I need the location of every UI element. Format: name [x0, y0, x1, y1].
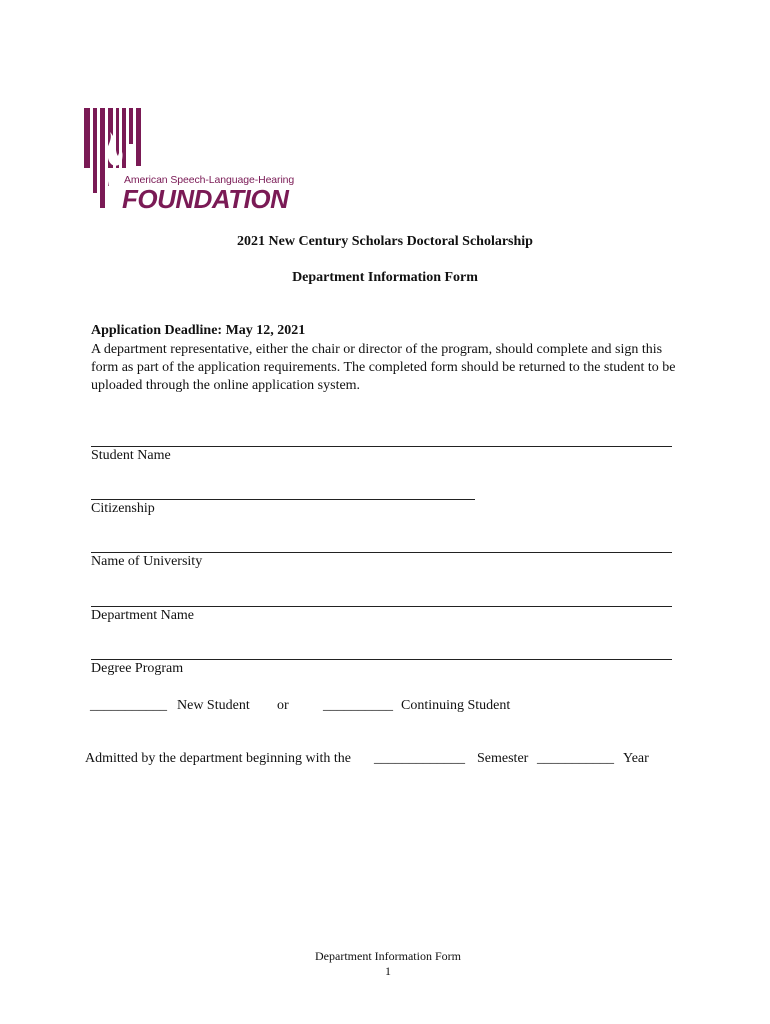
degree-program-field[interactable]: [91, 659, 672, 660]
new-student-blank[interactable]: ___________: [90, 698, 167, 713]
student-name-label: Student Name: [91, 448, 171, 463]
continuing-student-label: Continuing Student: [401, 698, 511, 713]
university-field[interactable]: [91, 552, 672, 553]
footer-form-name: Department Information Form: [315, 949, 461, 963]
instructions-paragraph: A department representative, either the chair or director of the program, should complete and sign this form as part of the application requirements. The completed form should be returned to the student to be uploaded through the online application system.: [91, 342, 676, 393]
semester-label: Semester: [477, 751, 529, 766]
form-subtitle: Department Information Form: [292, 270, 478, 285]
application-deadline: Application Deadline: May 12, 2021: [91, 323, 306, 338]
page-number: 1: [385, 964, 391, 978]
year-blank[interactable]: ___________: [537, 751, 614, 766]
semester-blank[interactable]: _____________: [374, 751, 465, 766]
citizenship-label: Citizenship: [91, 501, 155, 516]
citizenship-field[interactable]: [91, 499, 475, 500]
continuing-student-blank[interactable]: __________: [323, 698, 393, 713]
form-title: 2021 New Century Scholars Doctoral Scholarship: [237, 234, 533, 249]
admitted-prefix: Admitted by the department beginning with the: [85, 751, 351, 766]
logo-wordmark: FOUNDATION: [122, 184, 289, 214]
department-field[interactable]: [91, 606, 672, 607]
department-label: Department Name: [91, 608, 195, 623]
new-student-label: New Student: [177, 698, 250, 713]
degree-program-label: Degree Program: [91, 661, 184, 676]
or-label: or: [277, 698, 289, 713]
year-label: Year: [623, 751, 649, 766]
university-label: Name of University: [91, 554, 203, 569]
student-name-field[interactable]: [91, 446, 672, 447]
logo-tagline: American Speech-Language-Hearing: [124, 174, 295, 186]
